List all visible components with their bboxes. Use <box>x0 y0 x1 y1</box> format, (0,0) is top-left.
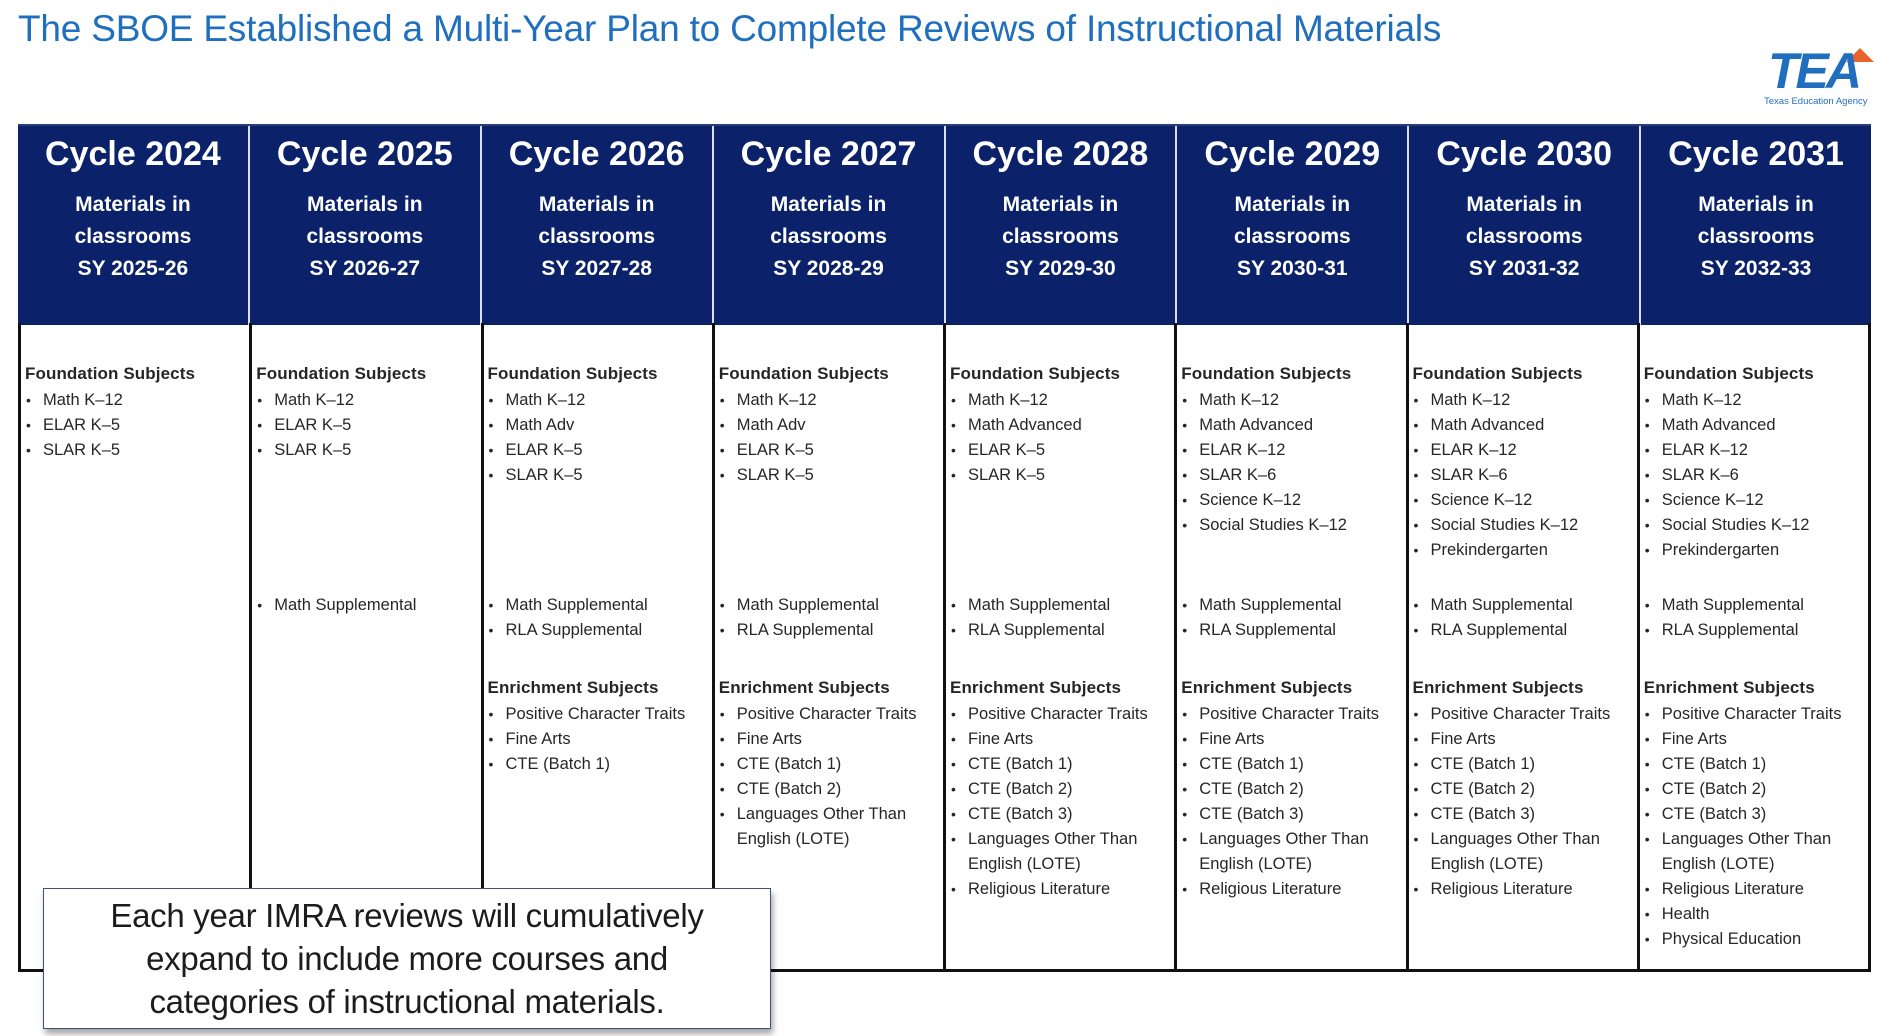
supplemental-list <box>256 593 478 618</box>
list-item: • Math K–12 <box>1644 388 1866 413</box>
list-item: • Positive Character Traits <box>1181 702 1403 727</box>
list-item: • Math Supplemental <box>719 593 941 618</box>
school-year: SY 2027-28 <box>541 257 652 280</box>
cycle-label: Cycle 2026 <box>508 135 685 173</box>
list-item: • CTE (Batch 1) <box>950 752 1172 777</box>
enrichment-list <box>950 702 1172 902</box>
supplemental-list <box>1413 593 1635 643</box>
list-item: • Fine Arts <box>719 727 941 752</box>
enrichment-list <box>1181 702 1403 902</box>
list-item: • Prekindergarten <box>1413 538 1635 563</box>
foundation-section <box>719 363 941 488</box>
body-cell <box>252 323 483 969</box>
list-item: • RLA Supplemental <box>950 618 1172 643</box>
list-item: • Languages Other Than English (LOTE) <box>1644 827 1866 877</box>
foundation-list <box>1413 388 1635 563</box>
foundation-section <box>950 363 1172 488</box>
enrichment-list <box>719 702 941 852</box>
list-item: • Math Supplemental <box>1413 593 1635 618</box>
list-item: • Math Advanced <box>1644 413 1866 438</box>
enrichment-heading: Enrichment Subjects <box>487 678 659 697</box>
classrooms-line: classrooms <box>1697 225 1815 248</box>
supplemental-section <box>1181 593 1403 643</box>
list-item: • Religious Literature <box>950 877 1172 902</box>
foundation-list <box>1181 388 1403 538</box>
list-item: • Math K–12 <box>1413 388 1635 413</box>
enrichment-section <box>1413 677 1635 902</box>
list-item: • Math K–12 <box>950 388 1172 413</box>
classrooms-line: classrooms <box>1002 225 1119 248</box>
classrooms-line: classrooms <box>770 225 887 248</box>
enrichment-section <box>950 677 1172 902</box>
list-item: • Math Supplemental <box>1644 593 1866 618</box>
list-item: • CTE (Batch 1) <box>1181 752 1403 777</box>
list-item: • ELAR K–5 <box>488 438 710 463</box>
list-item: • ELAR K–5 <box>719 438 941 463</box>
enrichment-list <box>1413 702 1635 902</box>
enrichment-list <box>1644 702 1866 952</box>
cycle-label: Cycle 2029 <box>1204 135 1381 173</box>
list-item: • SLAR K–5 <box>950 463 1172 488</box>
enrichment-heading: Enrichment Subjects <box>1412 678 1584 697</box>
enrichment-list <box>488 702 710 777</box>
materials-line: Materials in <box>538 193 655 216</box>
list-item: • ELAR K–12 <box>1413 438 1635 463</box>
list-item: • Fine Arts <box>1413 727 1635 752</box>
supplemental-section <box>1413 593 1635 643</box>
cycle-label: Cycle 2024 <box>45 135 221 173</box>
supplemental-list <box>1181 593 1403 643</box>
supplemental-section <box>950 593 1172 643</box>
classroom-year-label <box>946 189 1176 285</box>
list-item: • Fine Arts <box>1181 727 1403 752</box>
list-item: • Math K–12 <box>719 388 941 413</box>
list-item: • Math K–12 <box>1181 388 1403 413</box>
cycle-label: Cycle 2028 <box>972 135 1149 173</box>
list-item: • Positive Character Traits <box>950 702 1172 727</box>
enrichment-heading: Enrichment Subjects <box>718 678 890 697</box>
list-item: • RLA Supplemental <box>1181 618 1403 643</box>
list-item: • CTE (Batch 2) <box>1181 777 1403 802</box>
list-item: • SLAR K–6 <box>1413 463 1635 488</box>
list-item: • RLA Supplemental <box>488 618 710 643</box>
supplemental-section <box>488 593 710 643</box>
enrichment-section <box>1181 677 1403 902</box>
list-item: • Math K–12 <box>256 388 478 413</box>
foundation-heading: Foundation Subjects <box>1412 364 1583 383</box>
foundation-heading: Foundation Subjects <box>718 364 889 383</box>
list-item: • Fine Arts <box>950 727 1172 752</box>
foundation-list <box>256 388 478 463</box>
cycle-label: Cycle 2030 <box>1436 135 1613 173</box>
list-item: • Positive Character Traits <box>1413 702 1635 727</box>
classroom-year-label <box>714 189 944 285</box>
list-item: • Languages Other Than English (LOTE) <box>1181 827 1403 877</box>
list-item: • Positive Character Traits <box>1644 702 1866 727</box>
list-item: • Science K–12 <box>1644 488 1866 513</box>
list-item: • CTE (Batch 1) <box>1644 752 1866 777</box>
list-item: • Positive Character Traits <box>719 702 941 727</box>
enrichment-section <box>1644 677 1866 952</box>
classrooms-line: classrooms <box>1233 225 1351 248</box>
header-cell-cycle-2025 <box>250 126 482 325</box>
classroom-year-label <box>18 189 248 285</box>
supplemental-section <box>719 593 941 643</box>
list-item: • Math Supplemental <box>1181 593 1403 618</box>
foundation-section <box>1181 363 1403 538</box>
foundation-section <box>256 363 478 463</box>
list-item: • Positive Character Traits <box>488 702 710 727</box>
list-item: • CTE (Batch 3) <box>1413 802 1635 827</box>
callout-line: Each year IMRA reviews will cumulatively <box>110 897 704 934</box>
school-year: SY 2032-33 <box>1700 257 1812 280</box>
body-row <box>18 323 1871 972</box>
supplemental-list <box>488 593 710 643</box>
school-year: SY 2026-27 <box>309 257 421 280</box>
body-cell <box>946 323 1177 969</box>
list-item: • ELAR K–5 <box>25 413 247 438</box>
list-item: • CTE (Batch 3) <box>1181 802 1403 827</box>
foundation-heading: Foundation Subjects <box>25 364 196 383</box>
list-item: • Social Studies K–12 <box>1413 513 1635 538</box>
classrooms-line: classrooms <box>538 225 656 248</box>
list-item: • CTE (Batch 3) <box>950 802 1172 827</box>
cycle-label: Cycle 2027 <box>740 135 917 173</box>
list-item: • SLAR K–6 <box>1644 463 1866 488</box>
foundation-heading: Foundation Subjects <box>1643 364 1814 383</box>
list-item: • CTE (Batch 1) <box>1413 752 1635 777</box>
enrichment-section <box>719 677 941 852</box>
list-item: • RLA Supplemental <box>1413 618 1635 643</box>
header-cell-cycle-2024 <box>18 126 250 325</box>
header-cell-cycle-2027 <box>714 126 946 325</box>
logo-subtitle: Texas Education Agency <box>1764 96 1868 107</box>
callout-note <box>43 888 771 1029</box>
list-item: • SLAR K–5 <box>256 438 478 463</box>
callout-line: expand to include more courses and <box>146 940 668 977</box>
foundation-section <box>1644 363 1866 563</box>
list-item: • Math Advanced <box>1413 413 1635 438</box>
header-row <box>18 124 1871 325</box>
body-cell <box>21 323 252 969</box>
page-title: The SBOE Established a Multi-Year Plan to Complete Reviews of Instructional Materials <box>18 8 1442 49</box>
classroom-year-label <box>1641 189 1871 285</box>
list-item: • Science K–12 <box>1181 488 1403 513</box>
body-cell <box>1177 323 1408 969</box>
materials-line: Materials in <box>75 193 191 216</box>
supplemental-list <box>1644 593 1866 643</box>
foundation-list <box>719 388 941 488</box>
school-year: SY 2025-26 <box>77 257 189 280</box>
foundation-list <box>25 388 247 463</box>
list-item: • Physical Education <box>1644 927 1866 952</box>
materials-line: Materials in <box>770 193 887 216</box>
list-item: • Science K–12 <box>1413 488 1635 513</box>
header-cell-cycle-2026 <box>482 126 714 325</box>
classroom-year-label <box>1177 189 1407 285</box>
foundation-section <box>488 363 710 488</box>
body-cell <box>715 323 946 969</box>
list-item: • CTE (Batch 2) <box>1644 777 1866 802</box>
list-item: • CTE (Batch 2) <box>1413 777 1635 802</box>
list-item: • Religious Literature <box>1413 877 1635 902</box>
list-item: • RLA Supplemental <box>719 618 941 643</box>
school-year: SY 2030-31 <box>1237 257 1348 280</box>
list-item: • CTE (Batch 1) <box>719 752 941 777</box>
list-item: • Math Supplemental <box>950 593 1172 618</box>
school-year: SY 2031-32 <box>1468 257 1580 280</box>
list-item: • Social Studies K–12 <box>1181 513 1403 538</box>
header-cell-cycle-2029 <box>1177 126 1409 325</box>
list-item: • RLA Supplemental <box>1644 618 1866 643</box>
body-cell <box>1409 323 1640 969</box>
classroom-year-label <box>250 189 480 285</box>
body-cell <box>1640 323 1868 969</box>
foundation-heading: Foundation Subjects <box>950 364 1121 383</box>
list-item: • Languages Other Than English (LOTE) <box>719 802 941 852</box>
list-item: • Fine Arts <box>488 727 710 752</box>
list-item: • ELAR K–12 <box>1644 438 1866 463</box>
list-item: • ELAR K–5 <box>256 413 478 438</box>
list-item: • Religious Literature <box>1181 877 1403 902</box>
enrichment-heading: Enrichment Subjects <box>1643 678 1815 697</box>
cycle-label: Cycle 2025 <box>276 135 453 173</box>
list-item: • Health <box>1644 902 1866 927</box>
cycle-table <box>18 124 1871 972</box>
foundation-list <box>950 388 1172 488</box>
list-item: • CTE (Batch 1) <box>488 752 710 777</box>
header-cell-cycle-2031 <box>1641 126 1871 325</box>
list-item: • SLAR K–6 <box>1181 463 1403 488</box>
supplemental-section <box>1644 593 1866 643</box>
list-item: • Math Supplemental <box>256 593 478 618</box>
foundation-section <box>1413 363 1635 563</box>
classrooms-line: classrooms <box>306 225 424 248</box>
school-year: SY 2029-30 <box>1005 257 1116 280</box>
list-item: • ELAR K–5 <box>950 438 1172 463</box>
supplemental-list <box>719 593 941 643</box>
list-item: • Math K–12 <box>488 388 710 413</box>
callout-line: categories of instructional materials. <box>149 983 665 1020</box>
list-item: • SLAR K–5 <box>25 438 247 463</box>
list-item: • Prekindergarten <box>1644 538 1866 563</box>
materials-line: Materials in <box>1466 193 1582 216</box>
list-item: • Math Supplemental <box>488 593 710 618</box>
materials-line: Materials in <box>1234 193 1351 216</box>
list-item: • SLAR K–5 <box>719 463 941 488</box>
materials-line: Materials in <box>307 193 423 216</box>
classrooms-line: classrooms <box>1465 225 1583 248</box>
foundation-section <box>25 363 247 463</box>
list-item: • Math K–12 <box>25 388 247 413</box>
logo-letters: TEA <box>1768 43 1859 99</box>
list-item: • CTE (Batch 3) <box>1644 802 1866 827</box>
tea-logo <box>1762 43 1882 108</box>
enrichment-heading: Enrichment Subjects <box>1181 678 1353 697</box>
list-item: • Math Adv <box>488 413 710 438</box>
enrichment-section <box>488 677 710 777</box>
classroom-year-label <box>1409 189 1639 285</box>
classrooms-line: classrooms <box>74 225 192 248</box>
foundation-list <box>488 388 710 488</box>
list-item: • ELAR K–12 <box>1181 438 1403 463</box>
list-item: • CTE (Batch 2) <box>950 777 1172 802</box>
list-item: • Math Advanced <box>950 413 1172 438</box>
list-item: • CTE (Batch 2) <box>719 777 941 802</box>
list-item: • Math Adv <box>719 413 941 438</box>
materials-line: Materials in <box>1698 193 1814 216</box>
list-item: • SLAR K–5 <box>488 463 710 488</box>
list-item: • Languages Other Than English (LOTE) <box>950 827 1172 877</box>
cycle-label: Cycle 2031 <box>1668 135 1844 173</box>
supplemental-list <box>950 593 1172 643</box>
foundation-heading: Foundation Subjects <box>256 364 427 383</box>
body-cell <box>484 323 715 969</box>
list-item: • Religious Literature <box>1644 877 1866 902</box>
list-item: • Math Advanced <box>1181 413 1403 438</box>
list-item: • Languages Other Than English (LOTE) <box>1413 827 1635 877</box>
enrichment-heading: Enrichment Subjects <box>950 678 1121 697</box>
list-item: • Social Studies K–12 <box>1644 513 1866 538</box>
foundation-heading: Foundation Subjects <box>487 364 658 383</box>
list-item: • Fine Arts <box>1644 727 1866 752</box>
classroom-year-label <box>482 189 712 285</box>
materials-line: Materials in <box>1002 193 1119 216</box>
foundation-heading: Foundation Subjects <box>1181 364 1352 383</box>
foundation-list <box>1644 388 1866 563</box>
supplemental-section <box>256 593 478 618</box>
header-cell-cycle-2030 <box>1409 126 1641 325</box>
header-cell-cycle-2028 <box>946 126 1178 325</box>
school-year: SY 2028-29 <box>773 257 884 280</box>
